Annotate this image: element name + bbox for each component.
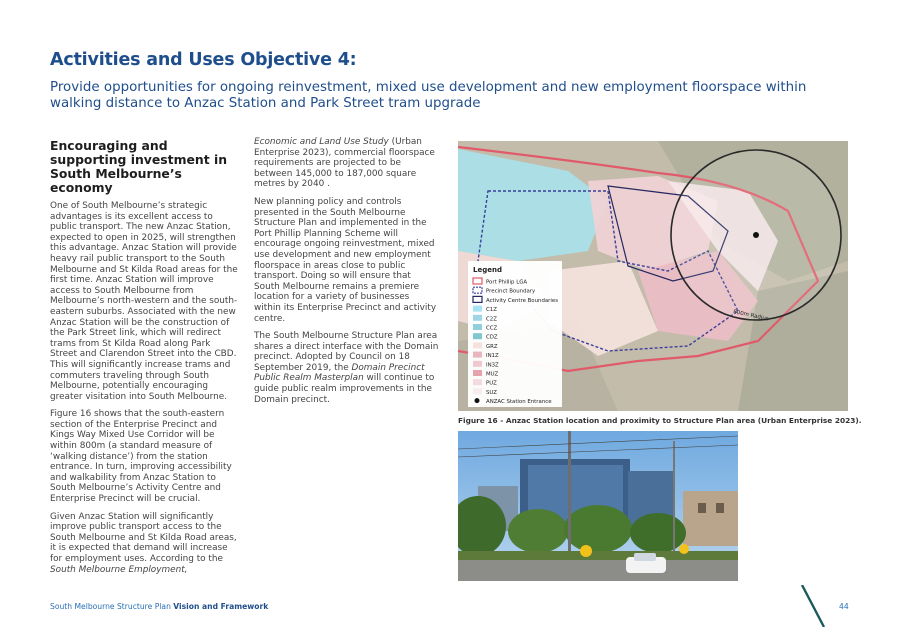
legend-label: ANZAC Station Entrance bbox=[486, 399, 552, 406]
decorative-slash bbox=[796, 585, 828, 627]
legend-label: Activity Centre Boundaries bbox=[486, 297, 559, 304]
legend-label: CCZ bbox=[486, 325, 498, 332]
page-title: Activities and Uses Objective 4: bbox=[50, 50, 357, 70]
legend-label: SUZ bbox=[486, 389, 497, 396]
figure-caption: Figure 16 - Anzac Station location and proximity to Structure Plan area (Urban Enterprise 2023). bbox=[458, 416, 862, 425]
text-column-2 bbox=[254, 137, 439, 412]
legend-swatch bbox=[473, 333, 482, 339]
paragraph-text: will continue to guide public realm improvements in the Domain precinct. bbox=[254, 373, 435, 405]
legend-swatch bbox=[473, 370, 482, 376]
paragraph bbox=[50, 512, 238, 576]
paragraph: Figure 16 shows that the south-eastern section of the Enterprise Precinct and Kings Way Mixed Use Corridor will be within 800m (a standard measure of ‘walking distance’) from the station entrance. In turn, improving accessibility and walkability from Anzac Station to South Melbourne’s Activity Centre and Enterprise Precinct will be crucial. bbox=[50, 409, 232, 505]
legend-swatch bbox=[473, 388, 482, 394]
footer-doc-bold: Vision and Framework bbox=[173, 602, 269, 611]
legend-label: IN3Z bbox=[486, 362, 499, 369]
legend-swatch bbox=[473, 324, 482, 330]
map-legend bbox=[468, 261, 562, 407]
section-heading: Encouraging and supporting investment in South Melbourne’s economy bbox=[50, 138, 228, 195]
footer-doc-title bbox=[50, 602, 268, 611]
street-photo bbox=[458, 431, 738, 581]
italic-reference: South Melbourne Employment, bbox=[50, 564, 188, 575]
paragraph bbox=[254, 331, 439, 405]
italic-reference: Domain Precinct Public Realm Masterplan bbox=[254, 362, 425, 384]
text-column-1 bbox=[50, 139, 238, 582]
paragraph: New planning policy and controls presented in the South Melbourne Structure Plan and implemented in the Port Phillip Planning Scheme will encourage ongoing reinvestment, mixed use development and new employment floorspace in areas close to public transport. Doing so will ensure that South Melbourne remains a premiere location for a variety of businesses within its Enterprise Precinct and activity centre. bbox=[254, 196, 437, 324]
anzac-station-marker bbox=[753, 232, 759, 238]
legend-label: Precinct Boundary bbox=[486, 288, 536, 295]
legend-label: PUZ bbox=[486, 380, 497, 387]
italic-reference: Economic and Land Use Study bbox=[254, 137, 389, 147]
legend-label: GRZ bbox=[486, 343, 498, 350]
legend-swatch bbox=[473, 306, 482, 312]
page-subtitle: Provide opportunities for ongoing reinvestment, mixed use development and new employment floorspace within walking distance to Anzac Station and Park Street tram upgrade bbox=[50, 80, 807, 111]
paragraph-text: (Urban Enterprise 2023), commercial floorspace requirements are projected to be between 145,000 to 187,000 square metres by 2040 . bbox=[254, 137, 435, 190]
legend-swatch bbox=[473, 342, 482, 348]
legend-label: MUZ bbox=[486, 371, 499, 378]
legend-label: IN1Z bbox=[486, 353, 499, 360]
paragraph bbox=[254, 137, 439, 190]
legend-label: Port Phillip LGA bbox=[486, 279, 528, 286]
paragraph: One of South Melbourne’s strategic advantages is its excellent access to public transport. The new Anzac Station, expected to open in 2025, will strengthen this advantage. Anzac Station will provide heavy rail public transport to the South Melbourne and St Kilda Road areas for the first time. Anzac Station will improve access to South Melbourne from Melbourne’s north-western and the south-eastern suburbs. Associated with the new Anzac Station will be the construction of the Park Street link, which will redirect trams from St Kilda Road along Park Street and Clarendon Street into the CBD. This will significantly increase trams and commuters traveling through South Melbourne, potentially encouraging greater visitation into South Melbourne. bbox=[50, 201, 238, 402]
legend-label: CDZ bbox=[486, 334, 498, 341]
paragraph-text: Given Anzac Station will significantly improve public transport access to the South Melbourne and St Kilda Road areas, it is expected that demand will increase for employment uses. According to the bbox=[50, 511, 237, 564]
structure-plan-map bbox=[458, 141, 848, 411]
legend-swatch bbox=[473, 315, 482, 321]
legend-swatch bbox=[473, 379, 482, 385]
legend-swatch bbox=[473, 352, 482, 358]
legend-swatch bbox=[473, 361, 482, 367]
legend-label: C2Z bbox=[486, 316, 497, 323]
legend-label: C1Z bbox=[486, 307, 497, 314]
legend-swatch bbox=[475, 398, 480, 403]
radius-label: 800m Radius bbox=[732, 309, 770, 323]
legend-title: Legend bbox=[473, 266, 502, 274]
page-number: 44 bbox=[839, 602, 849, 611]
footer-doc-name: South Melbourne Structure Plan bbox=[50, 602, 174, 611]
paragraph-text: The South Melbourne Structure Plan area shares a direct interface with the Domain precinct. Adopted by Council on 18 September 2019, the bbox=[254, 331, 439, 373]
